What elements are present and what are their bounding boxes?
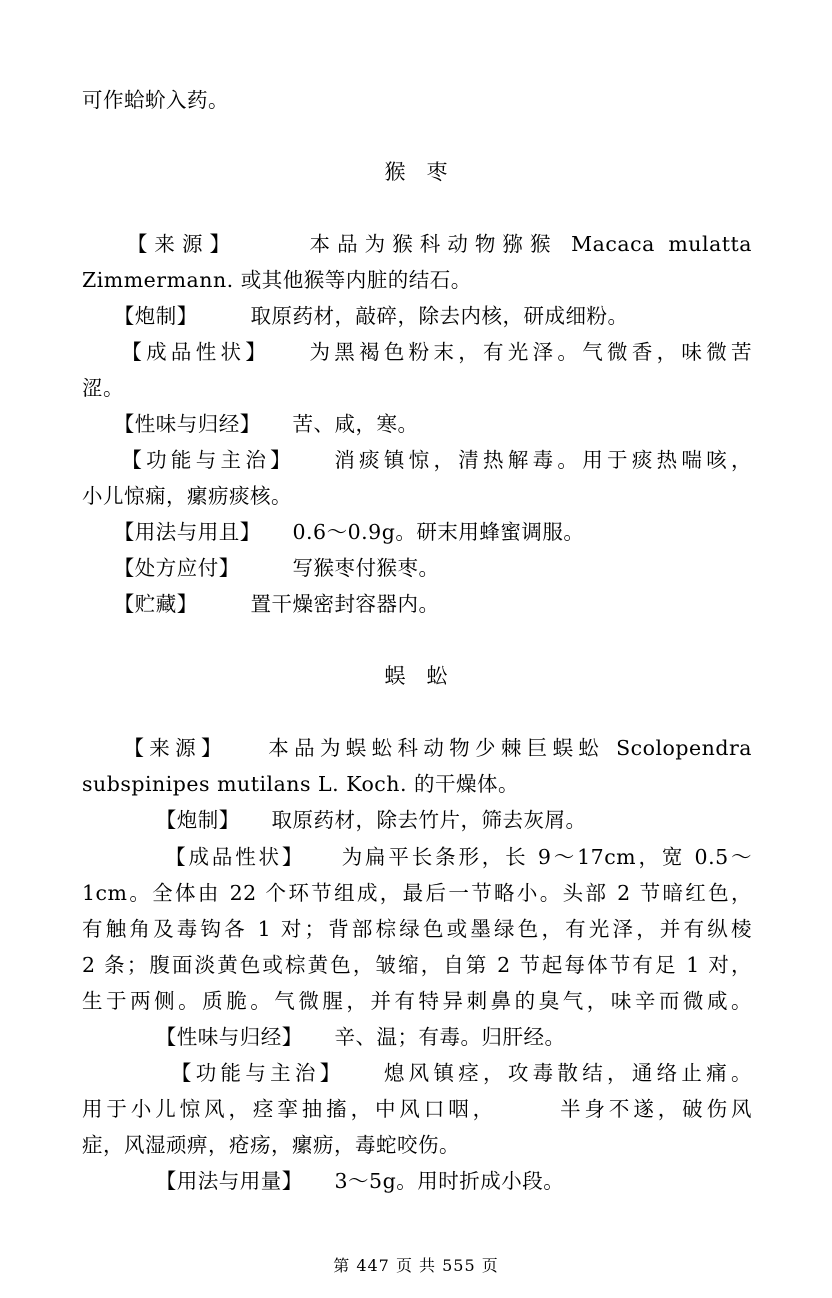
text-line: 用于小儿惊风，痉挛抽搐，中风口咽， 半身不遂，破伤风	[82, 1097, 752, 1121]
text-line: 【成品性状】 为扁平长条形，长 9～17cm，宽 0.5～	[82, 845, 752, 869]
text-line: 【贮藏】 置干燥密封容器内。	[82, 592, 440, 616]
text-line: Zimmermann. 或其他猴等内脏的结石。	[82, 268, 472, 292]
text-line: 可作蛤蚧入药。	[82, 88, 229, 112]
text-line: 【性味与归经】 苦、咸，寒。	[82, 412, 419, 436]
text-line: 【功能与主治】 熄风镇痉，攻毒散结，通络止痛。	[82, 1061, 752, 1085]
text-line: 【来源】 本品为猴科动物猕猴 Macaca mulatta	[82, 232, 752, 256]
text-line: 【来源】 本品为蜈蚣科动物少棘巨蜈蚣 Scolopendra	[82, 736, 752, 760]
text-line: 有触角及毒钩各 1 对；背部棕绿色或墨绿色，有光泽，并有纵棱	[82, 917, 752, 941]
text-line: 小儿惊痫，瘰疬痰核。	[82, 484, 292, 508]
text-line: 【性味与归经】 辛、温；有毒。归肝经。	[82, 1025, 566, 1049]
text-line: 【成品性状】 为黑褐色粉末，有光泽。气微香，味微苦	[82, 340, 752, 364]
text-line: 【处方应付】 写猴枣付猴枣。	[82, 556, 440, 580]
text-line: subspinipes mutilans L. Koch. 的干燥体。	[82, 772, 520, 796]
text-line: 【用法与用且】 0.6～0.9g。研末用蜂蜜调服。	[82, 520, 585, 544]
text-line: 【功能与主治】 消痰镇惊，清热解毒。用于痰热喘咳，	[82, 448, 752, 472]
section-title: 蜈 蚣	[384, 664, 448, 688]
text-line: 【用法与用量】 3～5g。用时折成小段。	[82, 1169, 565, 1193]
text-line: 1cm。全体由 22 个环节组成，最后一节略小。头部 2 节暗红色，	[82, 881, 752, 905]
text-line: 【炮制】 取原药材，除去竹片，筛去灰屑。	[82, 808, 587, 832]
page-footer: 第 447 页 共 555 页	[333, 1256, 499, 1275]
section-title: 猴 枣	[384, 160, 448, 184]
text-line: 2 条；腹面淡黄色或棕黄色，皱缩，自第 2 节起每体节有足 1 对，	[82, 953, 752, 977]
text-line: 症，风湿顽痹，疮疡，瘰疬，毒蛇咬伤。	[82, 1133, 460, 1157]
text-line: 涩。	[82, 376, 124, 400]
text-line: 【炮制】 取原药材，敲碎，除去内核，研成细粉。	[82, 304, 629, 328]
text-line: 生于两侧。质脆。气微腥，并有特异刺鼻的臭气，味辛而微咸。	[82, 989, 752, 1013]
